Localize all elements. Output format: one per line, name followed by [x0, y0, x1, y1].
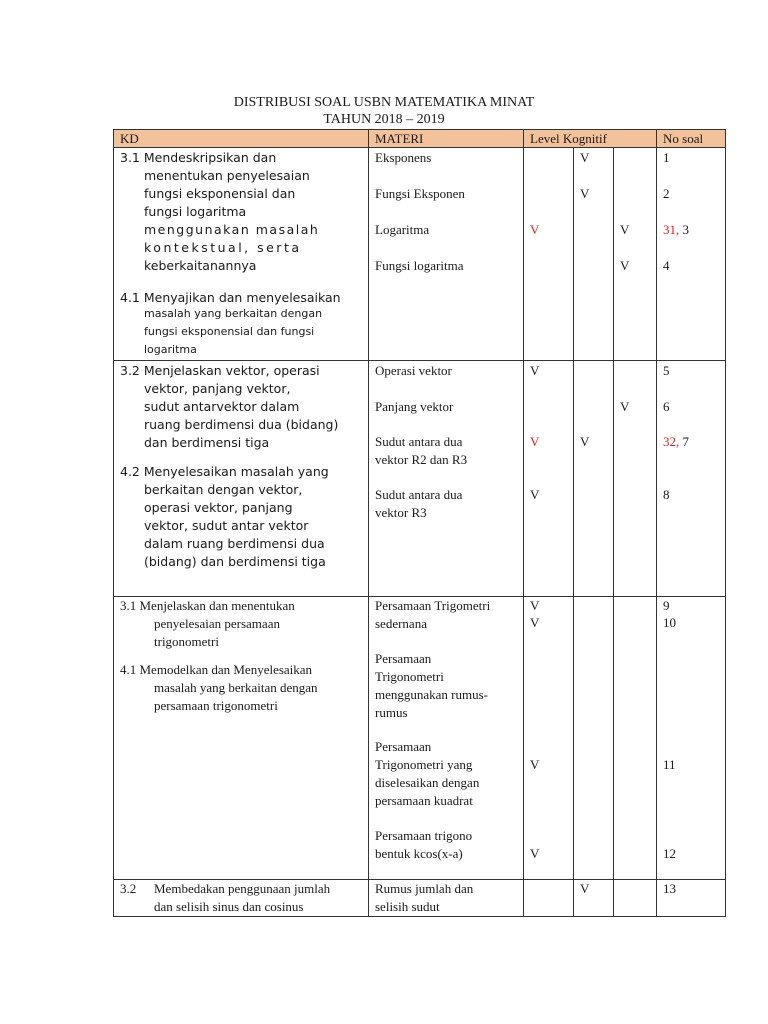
header-materi: MATERI: [369, 130, 524, 148]
materi-item: Persamaan Trigometri sedernana: [375, 598, 491, 631]
materi-item: Rumus jumlah dan: [375, 881, 474, 896]
materi-item: Persamaan Trigonometri yang diselesaikan dengan persamaan kuadrat: [375, 739, 480, 808]
kd-line: 4.1 Memodelkan dan Menyelesaikan: [120, 662, 313, 677]
document-subtitle: TAHUN 2018 – 2019: [323, 112, 445, 127]
level-cell-1: [524, 880, 574, 917]
kd-line: fungsi eksponensial dan: [144, 186, 296, 201]
soal-number: 10: [663, 615, 676, 630]
level-mark: V: [530, 846, 540, 861]
no-soal-cell: 13: [657, 880, 726, 917]
kd-line: masalah yang berkaitan dengan: [144, 307, 323, 320]
level-mark: V: [530, 615, 540, 630]
kd-line: ruang berdimensi dua (bidang): [144, 417, 339, 432]
materi-item: Persamaan trigono bentuk kcos(x-a): [375, 828, 473, 861]
kd-line: berkaitan dengan vektor,: [144, 482, 303, 497]
kd-line: menggunakan masalah: [144, 222, 320, 237]
table-row: [114, 597, 726, 880]
materi-item: Sudut antara dua vektor R3: [375, 487, 463, 520]
kd-line: 3.1 Mendeskripsikan dan: [120, 150, 277, 165]
kd-line: 3.1 Menjelaskan dan menentukan: [120, 598, 295, 613]
kd-line: penyelesaian persamaan: [154, 616, 280, 631]
header-no-soal: No soal: [657, 130, 726, 148]
soal-number: 6: [663, 399, 670, 414]
kd-line: fungsi logaritma: [144, 204, 247, 219]
materi-cell: [369, 148, 524, 361]
materi-item: Operasi vektor: [375, 363, 452, 378]
kd-line: 4.1 Menyajikan dan menyelesaikan: [120, 290, 341, 305]
kd-number: 3.2: [120, 881, 137, 896]
soal-number: 2: [663, 186, 670, 201]
soal-number: 9: [663, 598, 670, 613]
materi-item: Fungsi logaritma: [375, 258, 464, 273]
level-cell-2: V: [574, 880, 614, 917]
soal-number: 32, 7: [663, 434, 689, 449]
kd-cell: [114, 148, 369, 361]
table-row: [114, 880, 726, 917]
level-mark: V: [620, 258, 630, 273]
level-cell-3: [614, 148, 657, 361]
table-row: [114, 148, 726, 361]
kd-line: dalam ruang berdimensi dua: [144, 536, 325, 551]
kd-cell: [114, 597, 369, 880]
kd-line: 3.2 Menjelaskan vektor, operasi: [120, 363, 320, 378]
kd-line: operasi vektor, panjang: [144, 500, 293, 515]
level-cell-3: [614, 597, 657, 880]
kd-line: persamaan trigonometri: [154, 698, 278, 713]
materi-cell: [369, 880, 524, 917]
level-cell-3: [614, 361, 657, 597]
kd-line: (bidang) dan berdimensi tiga: [144, 554, 326, 569]
level-cell-1: [524, 597, 574, 880]
soal-number: 8: [663, 487, 670, 502]
level-mark: V: [620, 222, 630, 237]
level-cell-2: [574, 148, 614, 361]
materi-cell: [369, 361, 524, 597]
level-cell-2: [574, 361, 614, 597]
level-cell-3: [614, 880, 657, 917]
kd-line: Membedakan penggunaan jumlah: [154, 881, 331, 896]
materi-item: Panjang vektor: [375, 399, 454, 414]
document-title: DISTRIBUSI SOAL USBN MATEMATIKA MINAT: [233, 95, 535, 110]
soal-number: 11: [663, 757, 676, 772]
soal-number: 5: [663, 363, 670, 378]
no-soal-cell: [657, 361, 726, 597]
soal-number: 1: [663, 150, 670, 165]
kd-line: kontekstual, serta: [144, 240, 302, 255]
materi-item: selisih sudut: [375, 899, 440, 914]
kd-line: dan berdimensi tiga: [144, 435, 270, 450]
kd-line: 4.2 Menyelesaikan masalah yang: [120, 464, 329, 479]
level-mark: V: [530, 598, 540, 613]
level-mark: V: [530, 363, 540, 378]
materi-item: Persamaan Trigonometri menggunakan rumus- rumus: [375, 651, 489, 720]
materi-item: Eksponens: [375, 150, 432, 165]
materi-item: Sudut antara dua vektor R2 dan R3: [375, 434, 468, 467]
kd-line: vektor, sudut antar vektor: [144, 518, 309, 533]
table-row: [114, 361, 726, 597]
kd-line: dan selisih sinus dan cosinus: [154, 899, 304, 914]
level-mark: V: [530, 222, 540, 237]
kd-line: trigonometri: [154, 634, 219, 649]
table-header-row: [114, 130, 726, 148]
kd-cell: [114, 880, 369, 917]
kd-line: fungsi eksponensial dan fungsi: [144, 325, 315, 338]
soal-number: 12: [663, 846, 676, 861]
kd-line: vektor, panjang vektor,: [144, 381, 291, 396]
level-mark: V: [530, 757, 540, 772]
level-mark: V: [530, 487, 540, 502]
distribution-table: [113, 129, 726, 917]
no-soal-cell: [657, 597, 726, 880]
level-cell-1: [524, 148, 574, 361]
materi-item: Fungsi Eksponen: [375, 186, 465, 201]
level-cell-2: [574, 597, 614, 880]
kd-line: sudut antarvektor dalam: [144, 399, 300, 414]
soal-number: 4: [663, 258, 670, 273]
level-mark: V: [620, 399, 630, 414]
kd-line: menentukan penyelesaian: [144, 168, 310, 183]
kd-line: logaritma: [144, 343, 197, 356]
kd-line: masalah yang berkaitan dengan: [154, 680, 318, 695]
kd-cell: [114, 361, 369, 597]
kd-line: keberkaitanannya: [144, 258, 257, 273]
header-level-kognitif: Level Kognitif: [524, 130, 657, 148]
level-cell-1: [524, 361, 574, 597]
materi-item: Logaritma: [375, 222, 430, 237]
level-mark: V: [530, 434, 540, 449]
header-kd: KD: [114, 130, 369, 148]
soal-number: 31, 3: [663, 222, 689, 237]
no-soal-cell: [657, 148, 726, 361]
materi-cell: [369, 597, 524, 880]
level-mark: V: [580, 434, 590, 449]
level-mark: V: [580, 186, 590, 201]
level-mark: V: [580, 150, 590, 165]
